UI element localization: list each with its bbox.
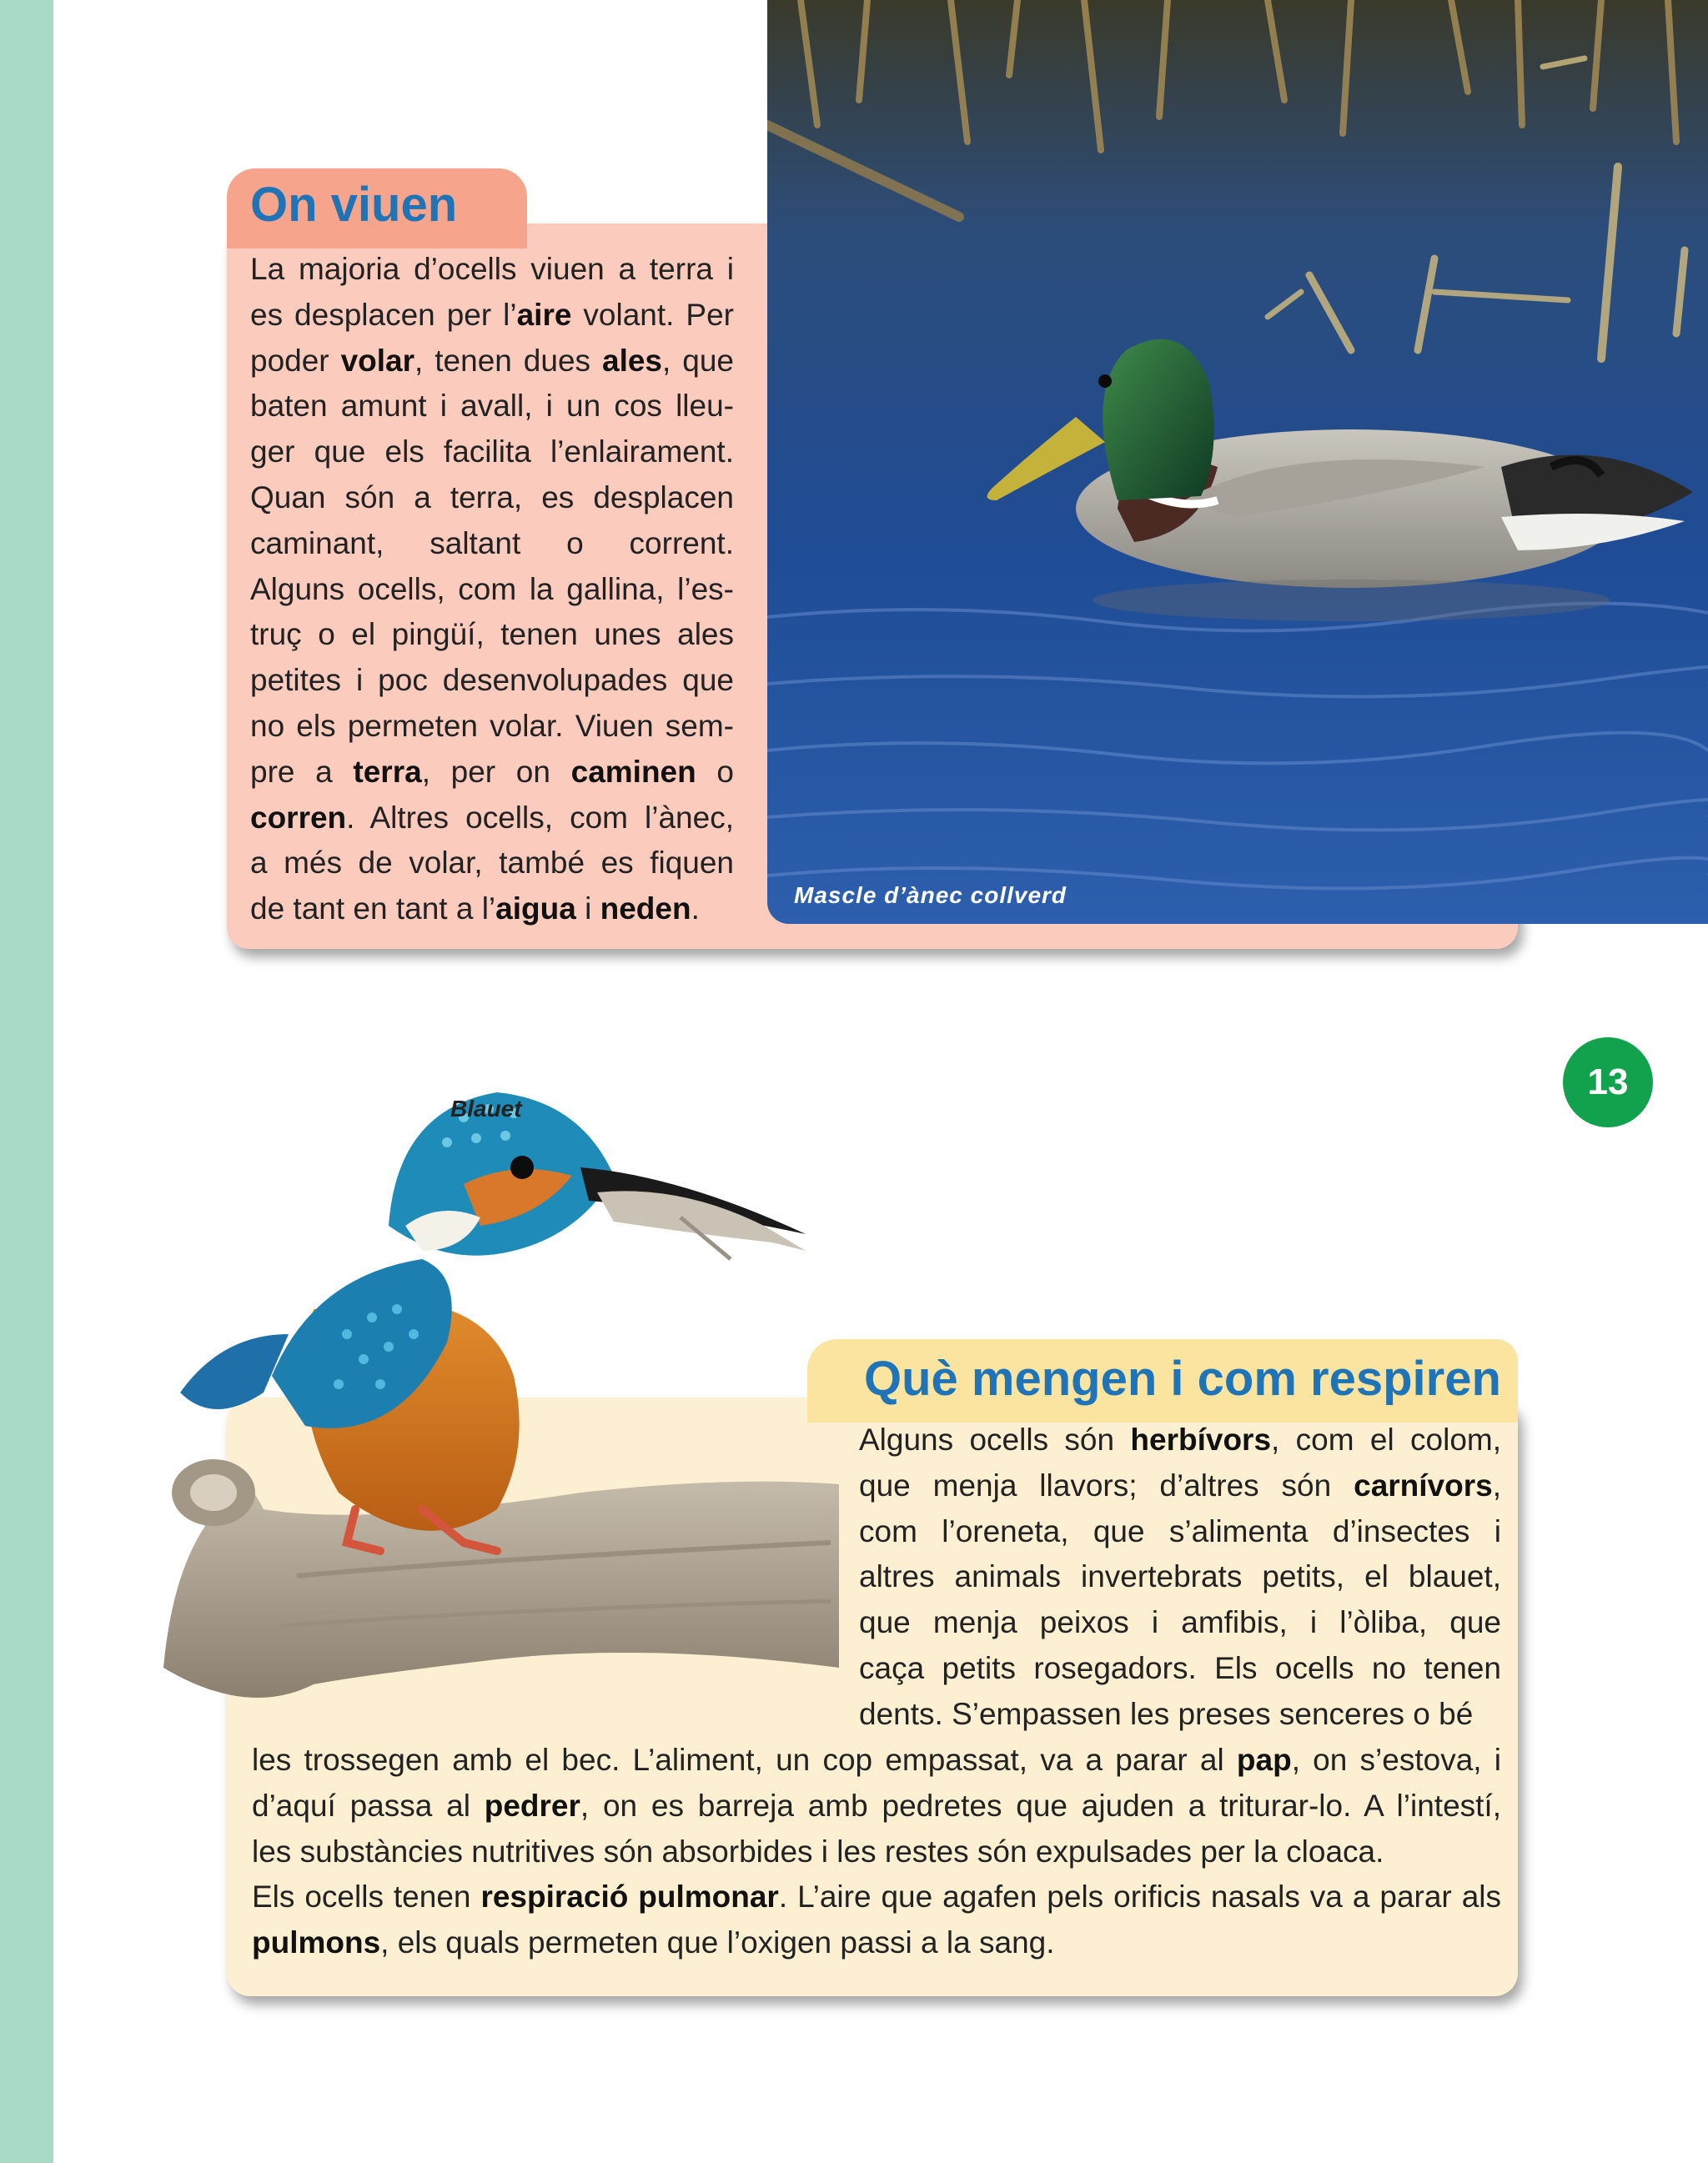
mallard-duck-photo	[767, 0, 1708, 924]
text-line: de tant en tant a l’aigua i neden.	[250, 891, 700, 926]
text-line: que menja llavors; d’altres són carnívors,	[859, 1468, 1501, 1503]
habitat-title: On viuen	[250, 178, 458, 232]
text-line: corren. Altres ocells, com l’ànec,	[250, 800, 734, 835]
text-line: que menja peixos i amfibis, i l’òliba, que	[859, 1605, 1501, 1640]
text-line: no els permeten volar. Viuen sem-	[250, 708, 734, 743]
text-line: petites i poc desenvolupades que	[250, 663, 734, 698]
text-line: les trossegen amb el bec. L’aliment, un cop empassat, va a parar al pap, on s’estova, i	[252, 1743, 1501, 1777]
text-line: poder volar, tenen dues ales, que	[250, 343, 734, 378]
text-line: Alguns ocells són herbívors, com el colom,	[859, 1423, 1501, 1457]
text-line: La majoria d’ocells viuen a terra i	[250, 252, 734, 286]
habitat-text	[250, 247, 734, 932]
kingfisher-photo-caption: Blauet	[450, 1096, 522, 1122]
text-line: pulmons, els quals permeten que l’oxigen passi a la sang.	[252, 1925, 1055, 1960]
left-margin-strip	[0, 0, 53, 2163]
text-line: baten amunt i avall, i un cos lleu-	[250, 389, 734, 424]
text-line: a més de volar, també es fiquen	[250, 846, 734, 881]
text-line: ger que els facilita l’enlairament.	[250, 434, 734, 469]
text-line: caminant, saltant o corrent.	[250, 525, 734, 560]
text-line: altres animals invertebrats petits, el blauet,	[859, 1559, 1501, 1594]
page-number: 13	[1563, 1037, 1653, 1127]
kingfisher-photo	[147, 1059, 1031, 1726]
food-text-bottom	[252, 1738, 1501, 1966]
text-line: Quan són a terra, es desplacen	[250, 479, 734, 514]
text-line: truç o el pingüí, tenen unes ales	[250, 617, 734, 652]
text-line: les substàncies nutritives són absorbides i les restes són expulsades per la cloaca.	[252, 1834, 1384, 1869]
duck-photo-caption: Mascle d’ànec collverd	[794, 882, 1068, 908]
text-line: es desplacen per l’aire volant. Per	[250, 297, 734, 332]
text-line: Alguns ocells, com la gallina, l’es-	[250, 571, 734, 606]
text-line: pre a terra, per on caminen o	[250, 754, 734, 789]
text-line: d’aquí passa al pedrer, on es barreja amb pedretes que ajuden a triturar-lo. A l’intestí,	[252, 1788, 1501, 1823]
text-line: caça petits rosegadors. Els ocells no tenen	[859, 1650, 1501, 1685]
text-line: Els ocells tenen respiració pulmonar. L’aire que agafen pels orificis nasals va a parar als	[252, 1879, 1501, 1915]
food-title: Què mengen i com respiren	[864, 1352, 1501, 1406]
text-line: com l’oreneta, que s’alimenta d’insectes i	[859, 1513, 1501, 1548]
text-line: dents. S’empassen les preses senceres o bé	[859, 1696, 1474, 1731]
